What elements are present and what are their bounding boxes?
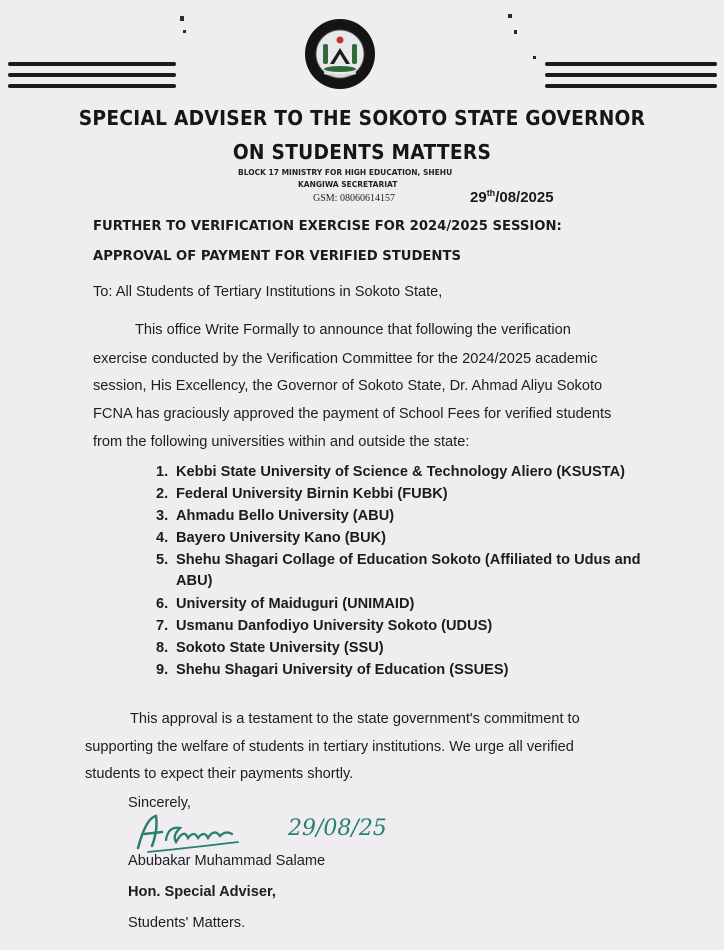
list-item: 5. Shehu Shagari Collage of Education Sokoto (Affiliated to Udus and: [156, 552, 641, 568]
handwritten-date: 29/08/25: [288, 816, 387, 841]
list-item-continuation: ABU): [176, 573, 213, 589]
subject-line1: FURTHER TO VERIFICATION EXERCISE FOR 2024/2025 SESSION:: [93, 219, 562, 234]
list-item: 3. Ahmadu Bello University (ABU): [156, 508, 395, 524]
right-header-rules: [545, 62, 717, 92]
address-line2: KANGIWA SECRETARIAT: [298, 180, 398, 189]
subject-line2: APPROVAL OF PAYMENT FOR VERIFIED STUDENTS: [93, 249, 461, 264]
government-seal-icon: [304, 18, 376, 90]
list-item: 1. Kebbi State University of Science & Technology Aliero (KSUSTA): [156, 464, 625, 480]
speck: [508, 14, 512, 18]
signatory-office: Students' Matters.: [128, 915, 246, 931]
speck: [533, 56, 536, 59]
list-item: 7. Usmanu Danfodiyo University Sokoto (UDUS): [156, 618, 493, 634]
body-paragraph1-line: exercise conducted by the Verification Committee for the 2024/2025 academic: [93, 351, 598, 367]
speck: [514, 30, 517, 34]
list-item: 8. Sokoto State University (SSU): [156, 640, 384, 656]
body-paragraph1-line: from the following universities within and outside the state:: [93, 434, 470, 450]
body-paragraph1-line: FCNA has graciously approved the payment of School Fees for verified students: [93, 406, 612, 422]
body-paragraph1-line: This office Write Formally to announce that following the verification: [135, 322, 571, 338]
body-paragraph2-line: students to expect their payments shortly.: [85, 766, 354, 782]
body-paragraph1-line: session, His Excellency, the Governor of Sokoto State, Dr. Ahmad Aliyu Sokoto: [93, 378, 603, 394]
letterhead-title-line1: SPECIAL ADVISER TO THE SOKOTO STATE GOVERNOR: [78, 106, 646, 130]
speck: [180, 16, 184, 21]
list-item: 9. Shehu Shagari University of Education (SSUES): [156, 662, 509, 678]
closing-sincerely: Sincerely,: [128, 795, 191, 811]
signatory-title: Hon. Special Adviser,: [128, 884, 276, 900]
left-header-rules: [8, 62, 176, 92]
letterhead-title-line2: ON STUDENTS MATTERS: [232, 140, 492, 164]
recipient-line: To: All Students of Tertiary Institutions in Sokoto State,: [93, 284, 443, 300]
signatory-name: Abubakar Muhammad Salame: [128, 853, 326, 869]
list-item: 2. Federal University Birnin Kebbi (FUBK): [156, 486, 448, 502]
letter-date: 29th/08/2025: [470, 188, 554, 206]
body-paragraph2-line: supporting the welfare of students in tertiary institutions. We urge all verified: [85, 739, 574, 755]
speck: [183, 30, 186, 33]
body-paragraph2-line: This approval is a testament to the state government's commitment to: [130, 711, 580, 727]
address-line1: BLOCK 17 MINISTRY FOR HIGH EDUCATION, SHEHU: [238, 168, 453, 177]
list-item: 4. Bayero University Kano (BUK): [156, 530, 387, 546]
list-item: 6. University of Maiduguri (UNIMAID): [156, 596, 415, 612]
gsm-number: GSM: 08060614157: [313, 193, 395, 204]
